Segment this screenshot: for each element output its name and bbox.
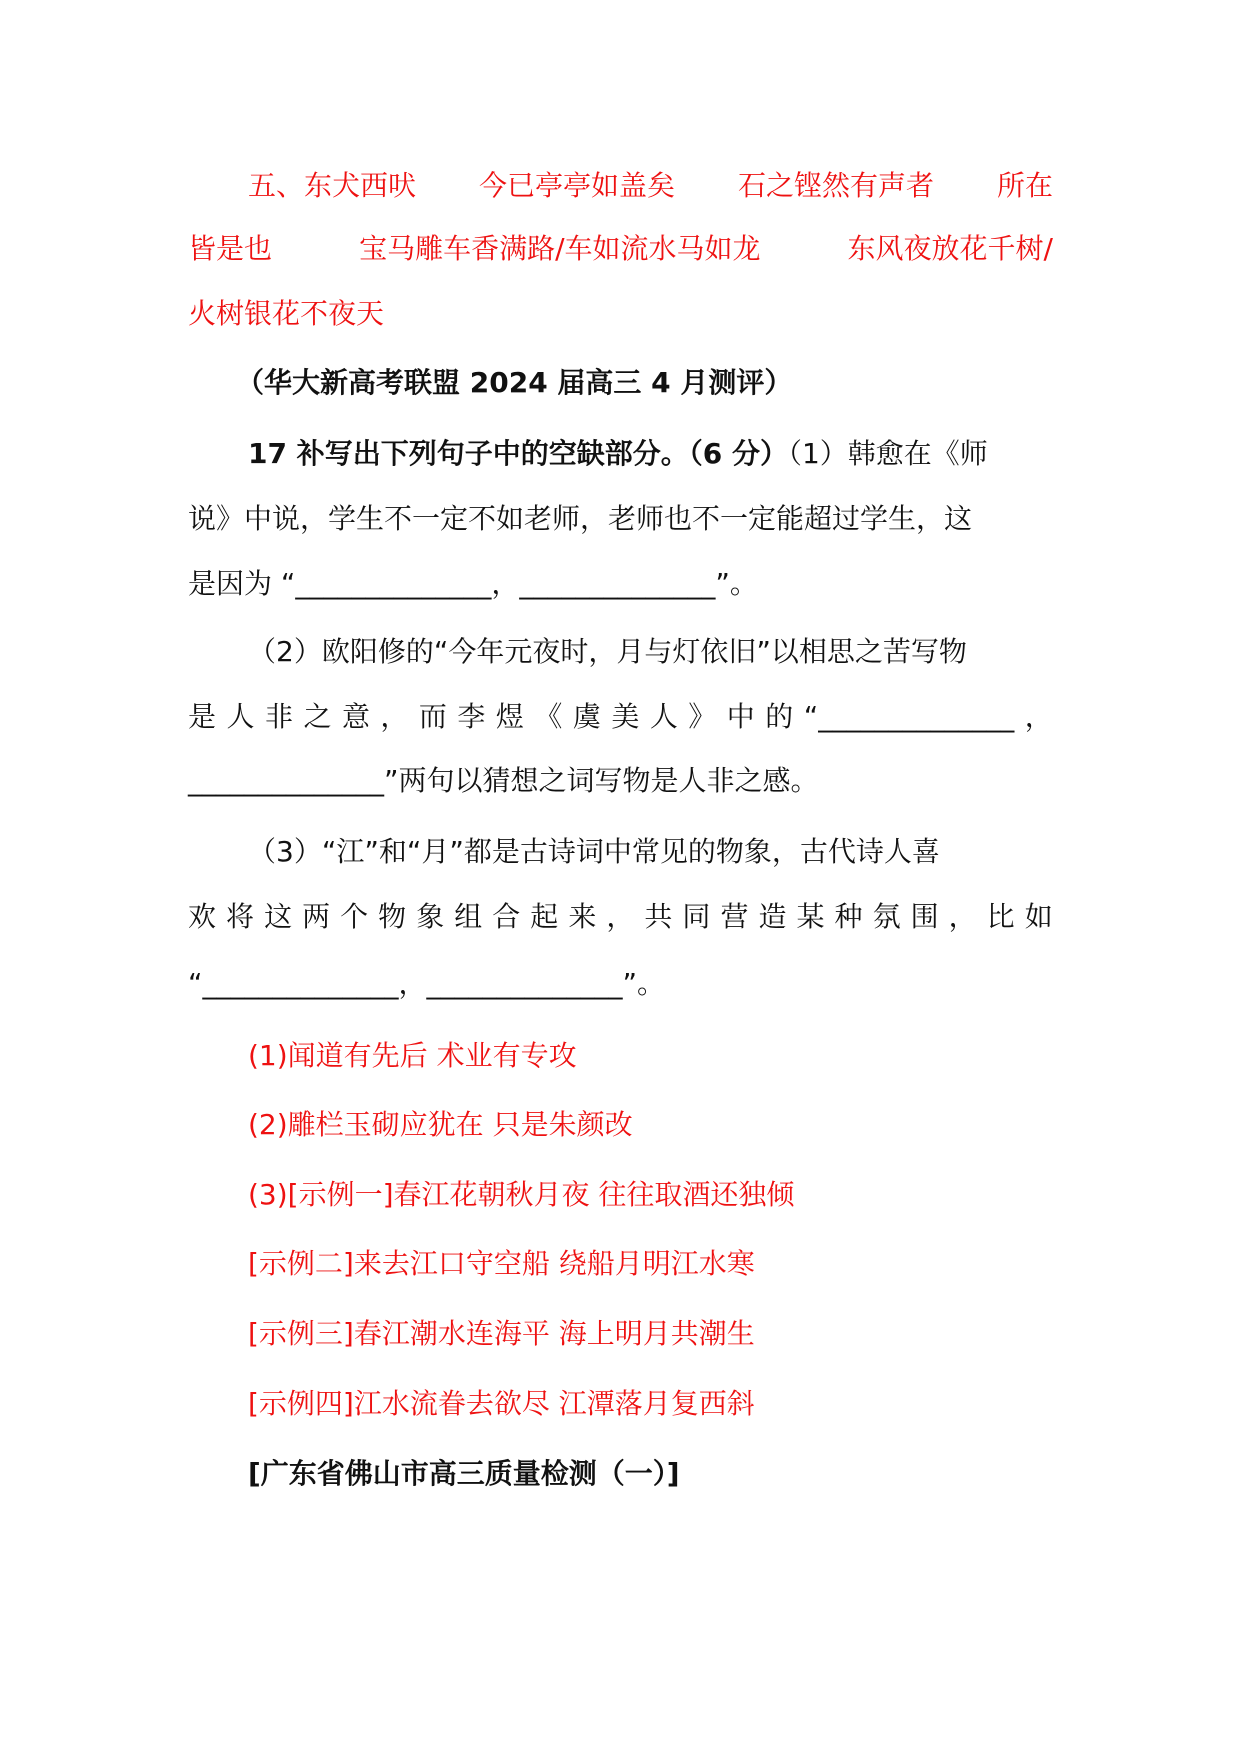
char: 非: [264, 700, 293, 733]
exam-source-heading-2: [广东省佛山市高三质量检测（一）]: [248, 1457, 680, 1490]
char: 共: [644, 900, 673, 933]
question-part-1-start: （1）韩愈在《师: [787, 437, 988, 470]
answer-3-example-4: [示例四]江水流眷去欲尽 江潭落月复西斜: [248, 1387, 755, 1420]
char: 某: [796, 900, 825, 933]
char: ，: [948, 900, 977, 933]
answer-3-example-3: [示例三]春江潮水连海平 海上明月共潮生: [248, 1317, 755, 1350]
char: 物: [378, 900, 407, 933]
prev-answer-item: 宝马雕车香满路/车如流水马如龙: [359, 232, 761, 265]
char: 围: [910, 900, 939, 933]
char: 比: [986, 900, 1015, 933]
question-part-2-line-2: [188, 697, 1053, 737]
char: 造: [758, 900, 787, 933]
question-line-3: 是因为 “______________，______________”。: [188, 567, 758, 600]
prev-answer-item: 所在: [996, 169, 1053, 202]
question-stem: 17 补写出下列句子中的空缺部分。（6 分）: [248, 437, 788, 470]
char: 象: [416, 900, 445, 933]
char: 起: [530, 900, 559, 933]
prev-answer-item: 五、东犬西吠: [248, 169, 417, 202]
prev-answer-line-3: 火树银花不夜天: [188, 297, 385, 330]
char: 来: [568, 900, 597, 933]
char: 两: [302, 900, 331, 933]
answer-2: (2)雕栏玉砌应犹在 只是朱颜改: [248, 1108, 633, 1141]
char: 合: [492, 900, 521, 933]
question-line-2: 说》中说，学生不一定不如老师，老师也不一定能超过学生，这: [188, 502, 973, 535]
question-part-2-line-3: ______________”两句以猜想之词写物是人非之感。: [188, 764, 819, 797]
char: 是: [188, 700, 217, 733]
char: 而: [418, 700, 447, 733]
char: 之: [303, 700, 332, 733]
char: 组: [454, 900, 483, 933]
char: 煜: [495, 700, 524, 733]
char: 这: [264, 900, 293, 933]
prev-answer-item: 今已亭亭如盖矣: [478, 169, 675, 202]
char: 氛: [872, 900, 901, 933]
prev-answer-item: 东风夜放花千树/: [847, 232, 1053, 265]
char: ，: [1024, 700, 1053, 733]
char: 中: [726, 700, 755, 733]
char: 如: [1024, 900, 1053, 933]
question-part-3-line-3: “______________，______________”。: [188, 967, 666, 1000]
question-part-3-line-1: （3）“江”和“月”都是古诗词中常见的物象，古代诗人喜: [248, 835, 940, 868]
prev-answer-item: 皆是也: [188, 232, 273, 265]
char: 同: [682, 900, 711, 933]
char: 将: [226, 900, 255, 933]
char: 李: [457, 700, 486, 733]
question-part-3-line-2: [188, 897, 1053, 937]
char: 种: [834, 900, 863, 933]
question-line-1: [248, 434, 988, 474]
char: 虞: [572, 700, 601, 733]
prev-answer-item: 石之铿然有声者: [737, 169, 934, 202]
char: 个: [340, 900, 369, 933]
answer-1: (1)闻道有先后 术业有专攻: [248, 1039, 577, 1072]
blank: “______________: [803, 700, 1015, 733]
char: 人: [226, 700, 255, 733]
answer-3-example-2: [示例二]来去江口守空船 绕船月明江水寒: [248, 1247, 755, 1280]
answer-3-example-1: (3)[示例一]春江花朝秋月夜 往往取酒还独倾: [248, 1178, 795, 1211]
char: 的: [765, 700, 794, 733]
char: ，: [606, 900, 635, 933]
char: 美: [611, 700, 640, 733]
char: 营: [720, 900, 749, 933]
prev-answer-line-2: [188, 229, 1053, 269]
char: 意: [341, 700, 370, 733]
prev-answer-line-1: [248, 166, 1053, 206]
char: 人: [649, 700, 678, 733]
char: 《: [534, 700, 563, 733]
question-part-2-line-1: （2）欧阳修的“今年元夜时，月与灯依旧”以相思之苦写物: [248, 635, 967, 668]
exam-source-heading: （华大新高考联盟 2024 届高三 4 月测评）: [236, 366, 793, 399]
char: ，: [380, 700, 409, 733]
char: 》: [688, 700, 717, 733]
char: 欢: [188, 900, 217, 933]
